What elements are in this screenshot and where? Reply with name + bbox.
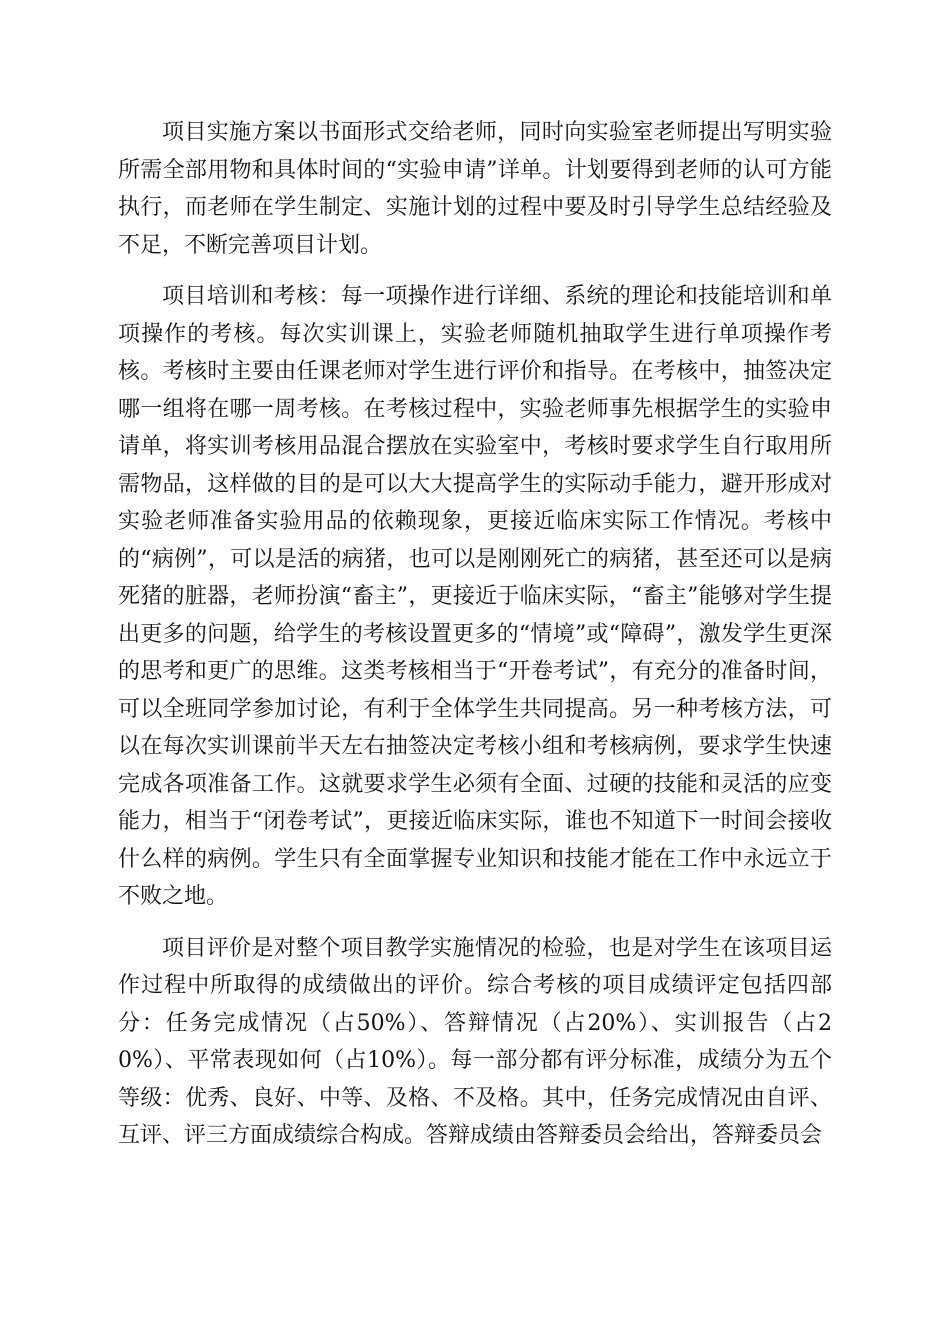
paragraph-project-evaluation: 项目评价是对整个项目教学实施情况的检验，也是对学生在该项目运作过程中所取得的成绩做出的评价。综合考核的项目成绩评定包括四部分：任务完成情况（占50%）、答辩情况（占20%）、实训报告（占20%）、平常表现如何（占10%）。每一部分都有评分标准，成绩分为五个等级：优秀、良好、中等、及格、不及格。其中，任务完成情况由自评、互评、评三方面成绩综合构成。答辩成绩由答辩委员会给出，答辩委员会 — [118, 935, 832, 1148]
paragraph-project-training-assessment: 项目培训和考核：每一项操作进行详细、系统的理论和技能培训和单项操作的考核。每次实训课上，实验老师随机抽取学生进行单项操作考核。考核时主要由任课老师对学生进行评价和指导。在考核中，抽签决定哪一组将在哪一周考核。在考核过程中，实验老师事先根据学生的实验申请单，将实训考核用品混合摆放在实验室中，考核时要求学生自行取用所需物品，这样做的目的是可以大大提高学生的实际动手能力，避开形成对实验老师准备实验用品的依赖现象，更接近临床实际工作情况。考核中的“病例”，可以是活的病猪，也可以是刚刚死亡的病猪，甚至还可以是病死猪的脏器，老师扮演“畜主”，更接近于临床实际，“畜主”能够对学生提出更多的问题，给学生的考核设置更多的“情境”或“障碍”，激发学生更深的思考和更广的思维。这类考核相当于“开卷考试”，有充分的准备时间，可以全班同学参加讨论，有利于全体学生共同提高。另一种考核方法，可以在每次实训课前半天左右抽签决定考核小组和考核病例，要求学生快速完成各项准备工作。这就要求学生必须有全面、过硬的技能和灵活的应变能力，相当于“闭卷考试”，更接近临床实际，谁也不知道下一时间会接收什么样的病例。学生只有全面掌握专业知识和技能才能在工作中永远立于不败之地。 — [118, 284, 832, 909]
document-body — [118, 114, 832, 1169]
paragraph-project-implementation-plan: 项目实施方案以书面形式交给老师，同时向实验室老师提出写明实验所需全部用物和具体时间的“实验申请”详单。计划要得到老师的认可方能执行，而老师在学生制定、实施计划的过程中要及时引导学生总结经验及不足，不断完善项目计划。 — [118, 120, 832, 258]
